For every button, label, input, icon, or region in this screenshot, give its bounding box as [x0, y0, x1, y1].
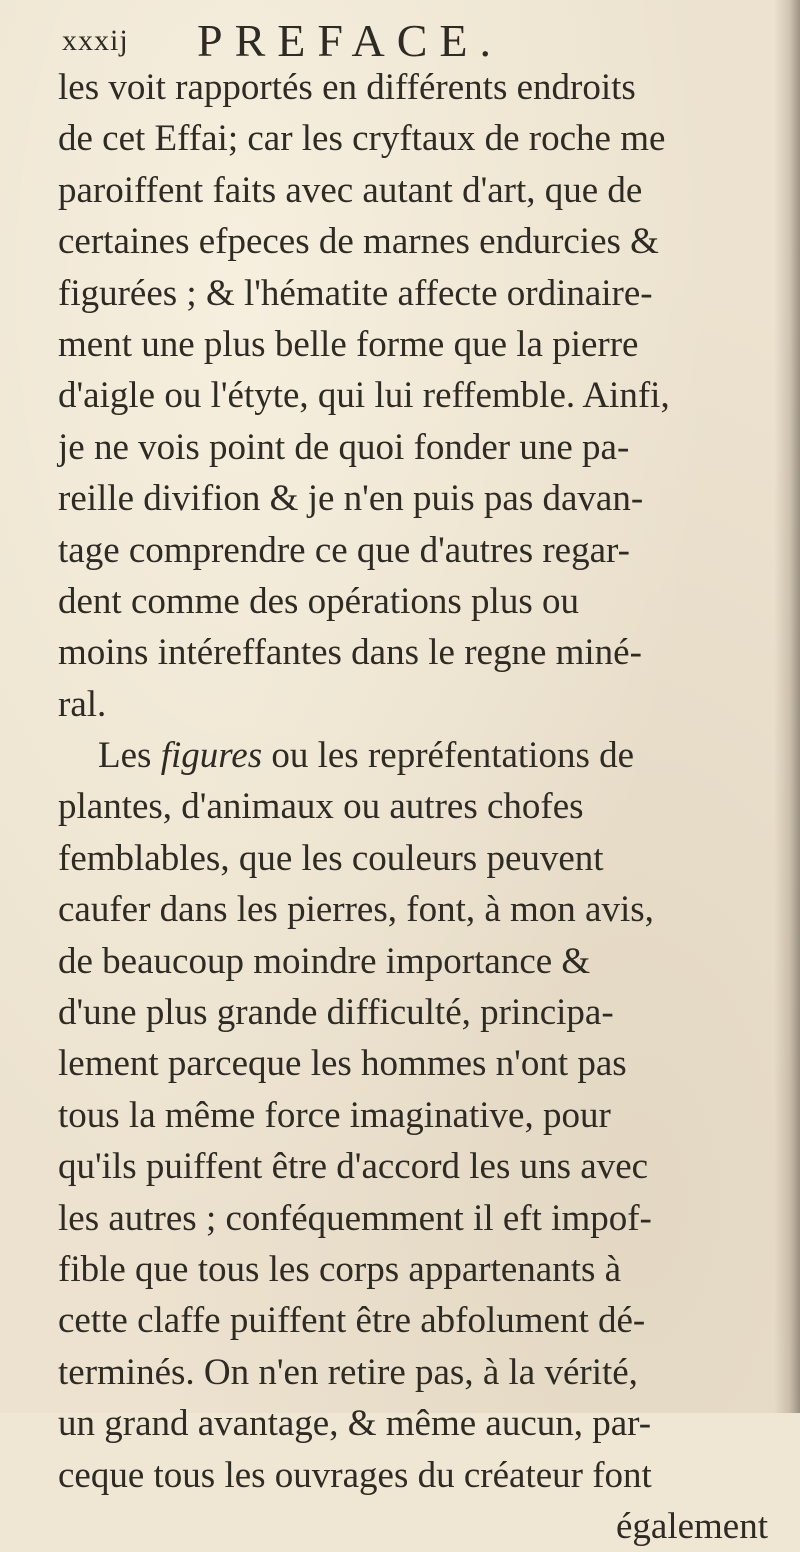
text-line: figurées ; & l'hématite affecte ordinaire- — [58, 272, 653, 314]
paragraph-start-line — [58, 730, 778, 781]
text-line: certaines efpeces de marnes endurcies & — [58, 221, 659, 263]
text-line: tage comprendre ce que d'autres regar- — [58, 529, 630, 571]
text-line: dent comme des opérations plus ou — [58, 580, 579, 622]
text-line: fible que tous les corps appartenants à — [58, 1248, 622, 1290]
text-line: terminés. On n'en retire pas, à la vérité, — [58, 1351, 638, 1393]
text-line: caufer dans les pierres, font, à mon avis, — [58, 889, 654, 931]
italic-word: figures — [160, 735, 263, 777]
text-line: de cet Effai; car les cryftaux de roche me — [58, 118, 666, 160]
text-line: reille divifion & je n'en puis pas davan- — [58, 478, 644, 520]
catchword: également — [615, 1505, 768, 1547]
text-line: d'une plus grande difficulté, principa- — [58, 992, 614, 1034]
text-line: femblables, que les couleurs peuvent — [58, 837, 604, 879]
text-line: paroiffent faits avec autant d'art, que de — [58, 169, 643, 211]
text-line: de beaucoup moindre importance & — [58, 940, 591, 982]
text-line: je ne vois point de quoi fonder une pa- — [58, 426, 630, 468]
text-line: lement parceque les hommes n'ont pas — [58, 1043, 627, 1085]
text-line: ceque tous les ouvrages du créateur font — [58, 1454, 652, 1496]
text-line: ral. — [58, 683, 107, 725]
text-line: moins intéreffantes dans le regne miné- — [58, 632, 642, 674]
text-span: Les — [98, 735, 161, 777]
text-span: ou les repréfentations de — [262, 735, 635, 777]
page-number: xxxij — [62, 24, 129, 57]
text-line: un grand avantage, & même aucun, par- — [58, 1403, 652, 1445]
text-line: cette claffe puiffent être abfolument dé- — [58, 1300, 646, 1342]
text-line: qu'ils puiffent être d'accord les uns avec — [58, 1146, 649, 1188]
text-line: les autres ; conféquemment il eft impof- — [58, 1197, 652, 1239]
text-line: plantes, d'animaux ou autres chofes — [58, 786, 584, 828]
text-line: ment une plus belle forme que la pierre — [58, 323, 639, 365]
text-line: d'aigle ou l'étyte, qui lui reffemble. Ainfi, — [58, 375, 670, 417]
text-line: les voit rapportés en différents endroits — [58, 67, 636, 108]
running-title: PREFACE. — [197, 15, 504, 66]
body-text — [58, 62, 778, 1552]
text-line: tous la même force imaginative, pour — [58, 1094, 611, 1136]
